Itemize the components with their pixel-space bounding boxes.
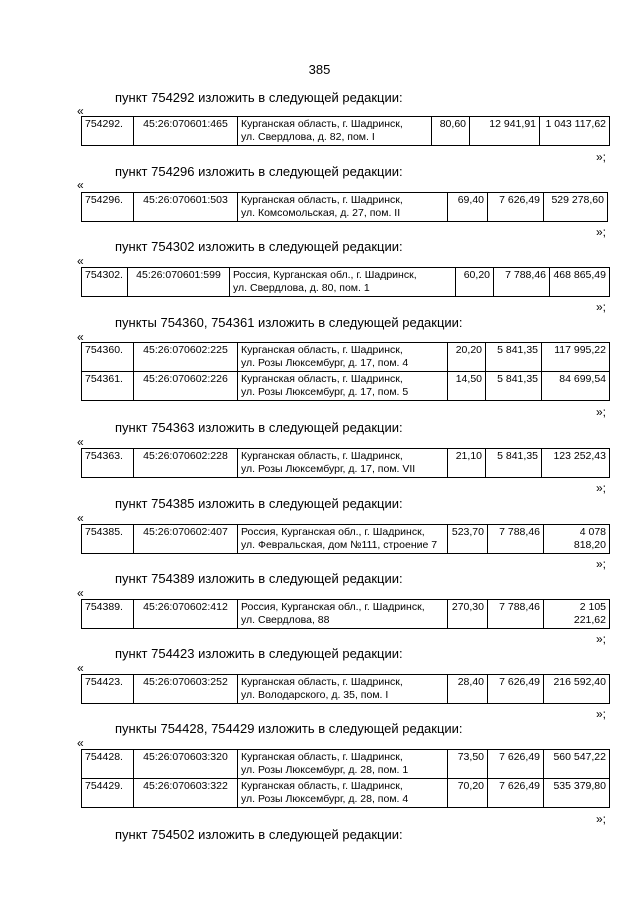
total-value: 4 078 818,20	[544, 525, 610, 554]
cadastral-number: 45:26:070601:465	[134, 117, 238, 146]
address-line-2: ул. Розы Люксембург, д. 28, пом. 1	[241, 764, 409, 776]
address	[238, 193, 448, 222]
open-quote: «	[77, 586, 84, 600]
open-quote: «	[77, 661, 84, 675]
address-line-2: ул. Комсомольская, д. 27, пом. II	[241, 207, 401, 219]
cadastral-number: 45:26:070602:228	[134, 449, 238, 478]
unit-price: 7 626,49	[488, 750, 544, 779]
record-table	[81, 599, 610, 629]
close-quote: »;	[596, 632, 607, 646]
address	[230, 268, 456, 297]
address-line-1: Курганская область, г. Шадринск,	[241, 344, 403, 356]
item-number: 754423.	[82, 675, 134, 704]
section-heading: пункт 754423 изложить в следующей редакции:	[115, 646, 403, 661]
table-row	[82, 600, 610, 629]
unit-price: 7 626,49	[488, 779, 544, 808]
cadastral-number: 45:26:070602:225	[134, 343, 238, 372]
area: 270,30	[448, 600, 488, 629]
area: 60,20	[456, 268, 494, 297]
unit-price: 7 788,46	[488, 525, 544, 554]
item-number: 754429.	[82, 779, 134, 808]
address-line-2: ул. Свердлова, 88	[241, 614, 330, 626]
unit-price: 7 788,46	[488, 600, 544, 629]
table-row	[82, 343, 610, 372]
record-table	[81, 448, 610, 478]
address	[238, 343, 448, 372]
table-row	[82, 372, 610, 401]
address	[238, 525, 448, 554]
total-value: 2 105 221,62	[544, 600, 610, 629]
record-table	[81, 674, 610, 704]
open-quote: «	[77, 511, 84, 525]
open-quote: «	[77, 736, 84, 750]
unit-price: 12 941,91	[470, 117, 540, 146]
address-line-2: ул. Розы Люксембург, д. 17, пом. VII	[241, 463, 416, 475]
section-heading: пункт 754502 изложить в следующей редакции:	[115, 827, 403, 842]
address-line-1: Россия, Курганская обл., г. Шадринск,	[233, 269, 417, 281]
item-number: 754360.	[82, 343, 134, 372]
section-heading: пункт 754296 изложить в следующей редакции:	[115, 164, 403, 179]
close-quote: »;	[596, 405, 607, 419]
unit-price: 7 626,49	[488, 193, 544, 222]
cadastral-number: 45:26:070601:599	[128, 268, 230, 297]
table-row	[82, 525, 610, 554]
area: 523,70	[448, 525, 488, 554]
area: 14,50	[448, 372, 486, 401]
unit-price: 7 788,46	[494, 268, 550, 297]
unit-price: 5 841,35	[486, 449, 542, 478]
cadastral-number: 45:26:070602:226	[134, 372, 238, 401]
address	[238, 600, 448, 629]
area: 21,10	[448, 449, 486, 478]
section-heading: пункты 754428, 754429 изложить в следующей редакции:	[115, 721, 463, 736]
section-heading: пункт 754389 изложить в следующей редакции:	[115, 571, 403, 586]
close-quote: »;	[596, 150, 607, 164]
address-line-1: Курганская область, г. Шадринск,	[241, 118, 403, 130]
total-value: 1 043 117,62	[540, 117, 610, 146]
table-row	[82, 675, 610, 704]
item-number: 754361.	[82, 372, 134, 401]
cadastral-number: 45:26:070601:503	[134, 193, 238, 222]
total-value: 529 278,60	[544, 193, 608, 222]
open-quote: «	[77, 254, 84, 268]
table-row	[82, 750, 610, 779]
table-row	[82, 193, 608, 222]
open-quote: «	[77, 330, 84, 344]
cadastral-number: 45:26:070603:322	[134, 779, 238, 808]
total-value: 216 592,40	[544, 675, 610, 704]
unit-price: 5 841,35	[486, 343, 542, 372]
cadastral-number: 45:26:070602:407	[134, 525, 238, 554]
item-number: 754385.	[82, 525, 134, 554]
record-table	[81, 192, 608, 222]
item-number: 754363.	[82, 449, 134, 478]
address-line-1: Курганская область, г. Шадринск,	[241, 194, 403, 206]
address	[238, 675, 448, 704]
table-row	[82, 268, 610, 297]
address-line-1: Курганская область, г. Шадринск,	[241, 780, 403, 792]
cadastral-number: 45:26:070603:320	[134, 750, 238, 779]
item-number: 754389.	[82, 600, 134, 629]
area: 80,60	[432, 117, 470, 146]
area: 73,50	[448, 750, 488, 779]
record-table	[81, 749, 610, 808]
address-line-2: ул. Свердлова, д. 82, пом. I	[241, 131, 375, 143]
area: 70,20	[448, 779, 488, 808]
total-value: 117 995,22	[542, 343, 610, 372]
close-quote: »;	[596, 481, 607, 495]
address-line-1: Россия, Курганская обл., г. Шадринск,	[241, 526, 425, 538]
address-line-2: ул. Розы Люксембург, д. 28, пом. 4	[241, 793, 409, 805]
section-heading: пункт 754302 изложить в следующей редакции:	[115, 239, 403, 254]
item-number: 754292.	[82, 117, 134, 146]
close-quote: »;	[596, 812, 607, 826]
open-quote: «	[77, 178, 84, 192]
close-quote: »;	[596, 707, 607, 721]
close-quote: »;	[596, 557, 607, 571]
cadastral-number: 45:26:070603:252	[134, 675, 238, 704]
area: 69,40	[448, 193, 488, 222]
record-table	[81, 267, 610, 297]
close-quote: »;	[596, 225, 607, 239]
total-value: 560 547,22	[544, 750, 610, 779]
address-line-1: Россия, Курганская обл., г. Шадринск,	[241, 601, 425, 613]
address-line-2: ул. Розы Люксембург, д. 17, пом. 4	[241, 357, 409, 369]
address	[238, 372, 448, 401]
total-value: 84 699,54	[542, 372, 610, 401]
table-row	[82, 117, 610, 146]
address-line-1: Курганская область, г. Шадринск,	[241, 450, 403, 462]
section-heading: пункт 754292 изложить в следующей редакции:	[115, 90, 403, 105]
address-line-2: ул. Свердлова, д. 80, пом. 1	[233, 282, 370, 294]
item-number: 754296.	[82, 193, 134, 222]
section-heading: пункт 754385 изложить в следующей редакции:	[115, 496, 403, 511]
record-table	[81, 342, 610, 401]
address-line-2: ул. Розы Люксембург, д. 17, пом. 5	[241, 386, 409, 398]
address-line-1: Курганская область, г. Шадринск,	[241, 751, 403, 763]
page-number: 385	[308, 62, 331, 77]
open-quote: «	[77, 104, 84, 118]
section-heading: пункт 754363 изложить в следующей редакции:	[115, 420, 403, 435]
item-number: 754302.	[82, 268, 128, 297]
address-line-2: ул. Володарского, д. 35, пом. I	[241, 689, 389, 701]
address	[238, 750, 448, 779]
section-heading: пункты 754360, 754361 изложить в следующей редакции:	[115, 315, 463, 330]
unit-price: 7 626,49	[488, 675, 544, 704]
total-value: 468 865,49	[550, 268, 610, 297]
record-table	[81, 116, 610, 146]
address-line-2: ул. Февральская, дом №111, строение 7	[241, 539, 438, 551]
total-value: 535 379,80	[544, 779, 610, 808]
address	[238, 117, 432, 146]
cadastral-number: 45:26:070602:412	[134, 600, 238, 629]
area: 28,40	[448, 675, 488, 704]
item-number: 754428.	[82, 750, 134, 779]
address-line-1: Курганская область, г. Шадринск,	[241, 373, 403, 385]
address	[238, 449, 448, 478]
open-quote: «	[77, 435, 84, 449]
close-quote: »;	[596, 300, 607, 314]
table-row	[82, 449, 610, 478]
area: 20,20	[448, 343, 486, 372]
record-table	[81, 524, 610, 554]
unit-price: 5 841,35	[486, 372, 542, 401]
address-line-1: Курганская область, г. Шадринск,	[241, 676, 403, 688]
total-value: 123 252,43	[542, 449, 610, 478]
address	[238, 779, 448, 808]
table-row	[82, 779, 610, 808]
